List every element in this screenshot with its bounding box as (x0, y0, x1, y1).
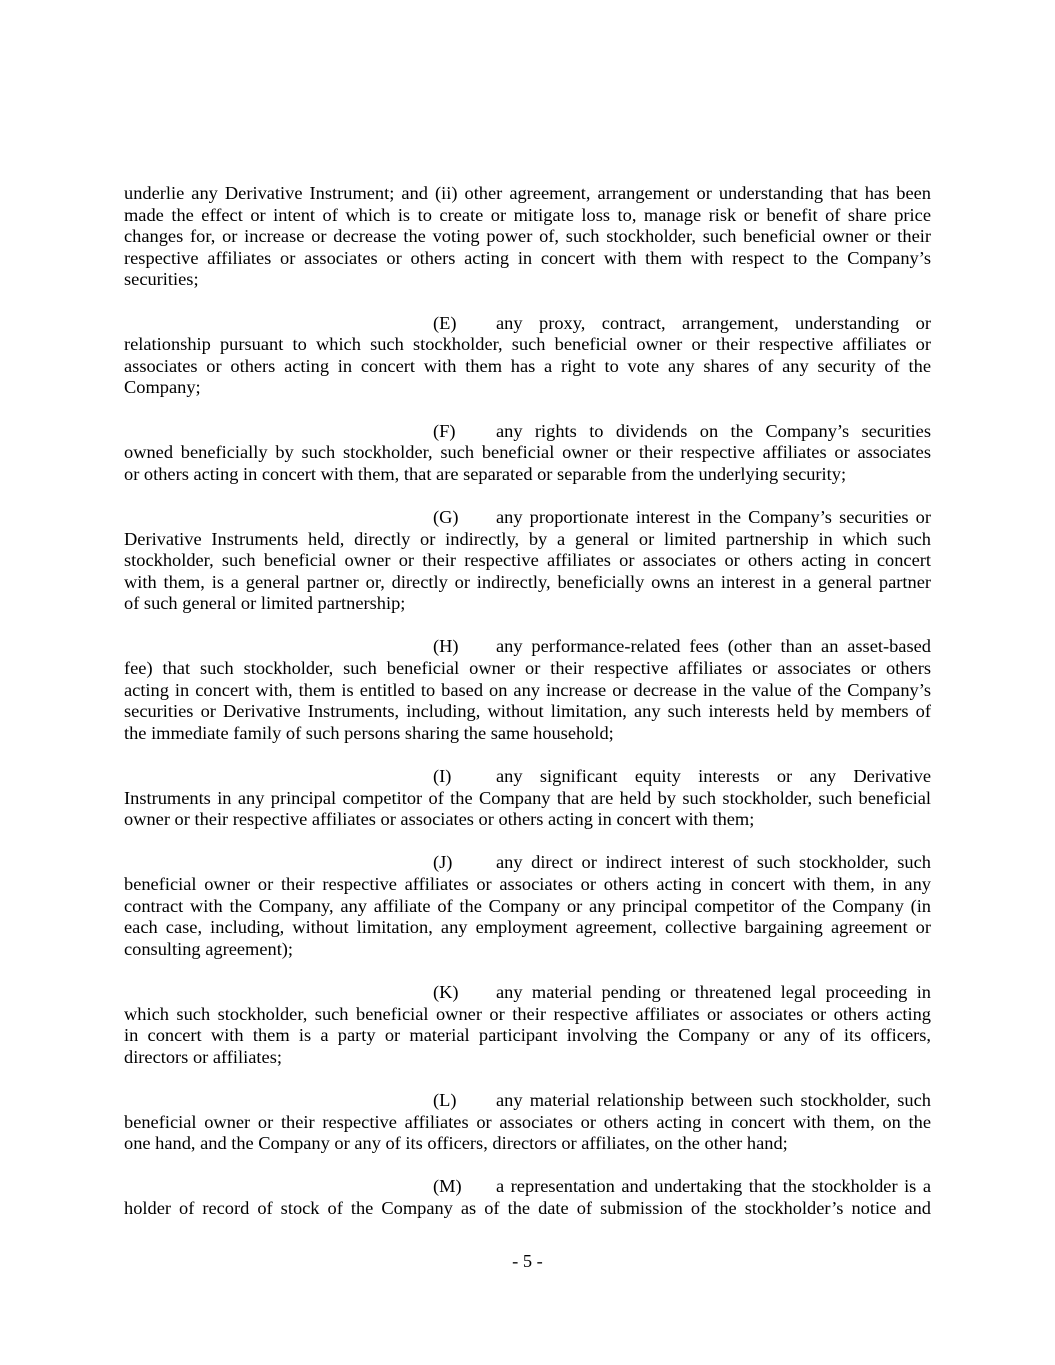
text-line: the immediate family of such persons sharing the same household; (124, 722, 614, 743)
paragraph-label: (J) (433, 852, 453, 873)
text-line: consulting agreement); (124, 938, 294, 959)
text-line: beneficial owner or their respective affiliates or associates or others acting in concert with them, on the (124, 1111, 931, 1132)
paragraph-j (124, 852, 931, 960)
text-line: owned beneficially by such stockholder, such beneficial owner or their respective affiliates or associates (124, 442, 931, 463)
paragraph-label: (G) (433, 506, 459, 527)
paragraph-l (124, 1090, 931, 1155)
paragraph-first-line (124, 636, 931, 658)
text-line: associates or others acting in concert with them has a right to vote any shares of any security of the (124, 355, 931, 376)
paragraph-h (124, 636, 931, 744)
paragraph-first-line (124, 852, 931, 874)
line-text: any material relationship between such stockholder, such (496, 1089, 931, 1110)
paragraph-first-line (124, 982, 931, 1004)
line-text: any significant equity interests or any Derivative (496, 766, 931, 787)
text-line: each case, including, without limitation, any employment agreement, collective bargaining agreement or (124, 917, 931, 938)
paragraph-first-line (124, 507, 931, 529)
line-text: any rights to dividends on the Company’s securities (496, 420, 931, 441)
paragraph-e (124, 313, 931, 399)
line-text: any proxy, contract, arrangement, understanding or (496, 312, 931, 333)
text-line: changes for, or increase or decrease the voting power of, such stockholder, such beneficial owner or their (124, 226, 931, 247)
text-line: owner or their respective affiliates or associates or others acting in concert with them; (124, 809, 755, 830)
paragraph-first-line (124, 1176, 931, 1198)
page-number: - 5 - (512, 1251, 543, 1271)
text-line: beneficial owner or their respective affiliates or associates or others acting in concert with them, in any (124, 874, 931, 894)
text-line: holder of record of stock of the Company as of the date of submission of the stockholder’s notice and (124, 1197, 931, 1218)
line-text: any direct or indirect interest of such stockholder, such (496, 852, 931, 873)
text-line: of such general or limited partnership; (124, 593, 406, 614)
text-line: acting in concert with, them is entitled to based on any increase or decrease in the value of the Company’s (124, 679, 931, 700)
text-line: contract with the Company, any affiliate of the Company or any principal competitor of the Company (in (124, 895, 931, 916)
paragraph-label: (L) (433, 1089, 457, 1110)
text-line: Derivative Instruments held, directly or indirectly, by a general or limited partnership in which such (124, 528, 931, 549)
text-line: made the effect or intent of which is to create or mitigate loss to, manage risk or benefit of share price (124, 204, 931, 225)
line-text: any performance-related fees (other than an asset-based (496, 636, 931, 657)
paragraph-label: (I) (433, 766, 452, 787)
paragraph-first-line (124, 766, 931, 788)
text-line: underlie any Derivative Instrument; and (ii) other agreement, arrangement or understanding that has been (124, 183, 931, 203)
text-line: one hand, and the Company or any of its officers, directors or affiliates, on the other hand; (124, 1133, 788, 1154)
text-line: stockholder, such beneficial owner or their respective affiliates or associates or others acting in concert (124, 550, 931, 571)
paragraph-m (124, 1176, 931, 1219)
text-line: securities or Derivative Instruments, including, without limitation, any such interests held by members of (124, 701, 931, 722)
line-text: any proportionate interest in the Company’s securities or (496, 506, 931, 527)
paragraph-i (124, 766, 931, 831)
text-line: Instruments in any principal competitor of the Company that are held by such stockholder, such beneficial (124, 787, 931, 808)
text-line: Company; (124, 377, 201, 398)
text-line: with them, is a general partner or, directly or indirectly, beneficially owns an interest in a general partner (124, 571, 931, 592)
text-line: directors or affiliates; (124, 1046, 282, 1067)
text-line: securities; (124, 269, 199, 290)
line-text: any material pending or threatened legal proceeding in (496, 981, 931, 1002)
text-line: which such stockholder, such beneficial owner or their respective affiliates or associates or others acting (124, 1003, 931, 1024)
text-line: relationship pursuant to which such stockholder, such beneficial owner or their respective affiliates or (124, 334, 931, 355)
paragraph-label: (H) (433, 636, 459, 657)
paragraph-first-line (124, 421, 931, 443)
paragraph-first-line (124, 1090, 931, 1112)
text-line: respective affiliates or associates or others acting in concert with them with respect to the Company’s (124, 247, 931, 268)
paragraph-label: (K) (433, 981, 459, 1002)
text-line: in concert with them is a party or material participant involving the Company or any of its officers, (124, 1025, 931, 1046)
document-body (124, 183, 931, 1220)
line-text: a representation and undertaking that the stockholder is a (496, 1176, 931, 1197)
paragraph-label: (F) (433, 420, 456, 441)
paragraph-continued (124, 183, 931, 291)
paragraph-f (124, 421, 931, 486)
paragraph-k (124, 982, 931, 1068)
text-line: fee) that such stockholder, such beneficial owner or their respective affiliates or associates or others (124, 658, 931, 679)
text-line: or others acting in concert with them, that are separated or separable from the underlying security; (124, 463, 847, 484)
paragraph-first-line (124, 313, 931, 335)
paragraph-label: (E) (433, 312, 457, 333)
paragraph-label: (M) (433, 1176, 462, 1197)
paragraph-g (124, 507, 931, 615)
